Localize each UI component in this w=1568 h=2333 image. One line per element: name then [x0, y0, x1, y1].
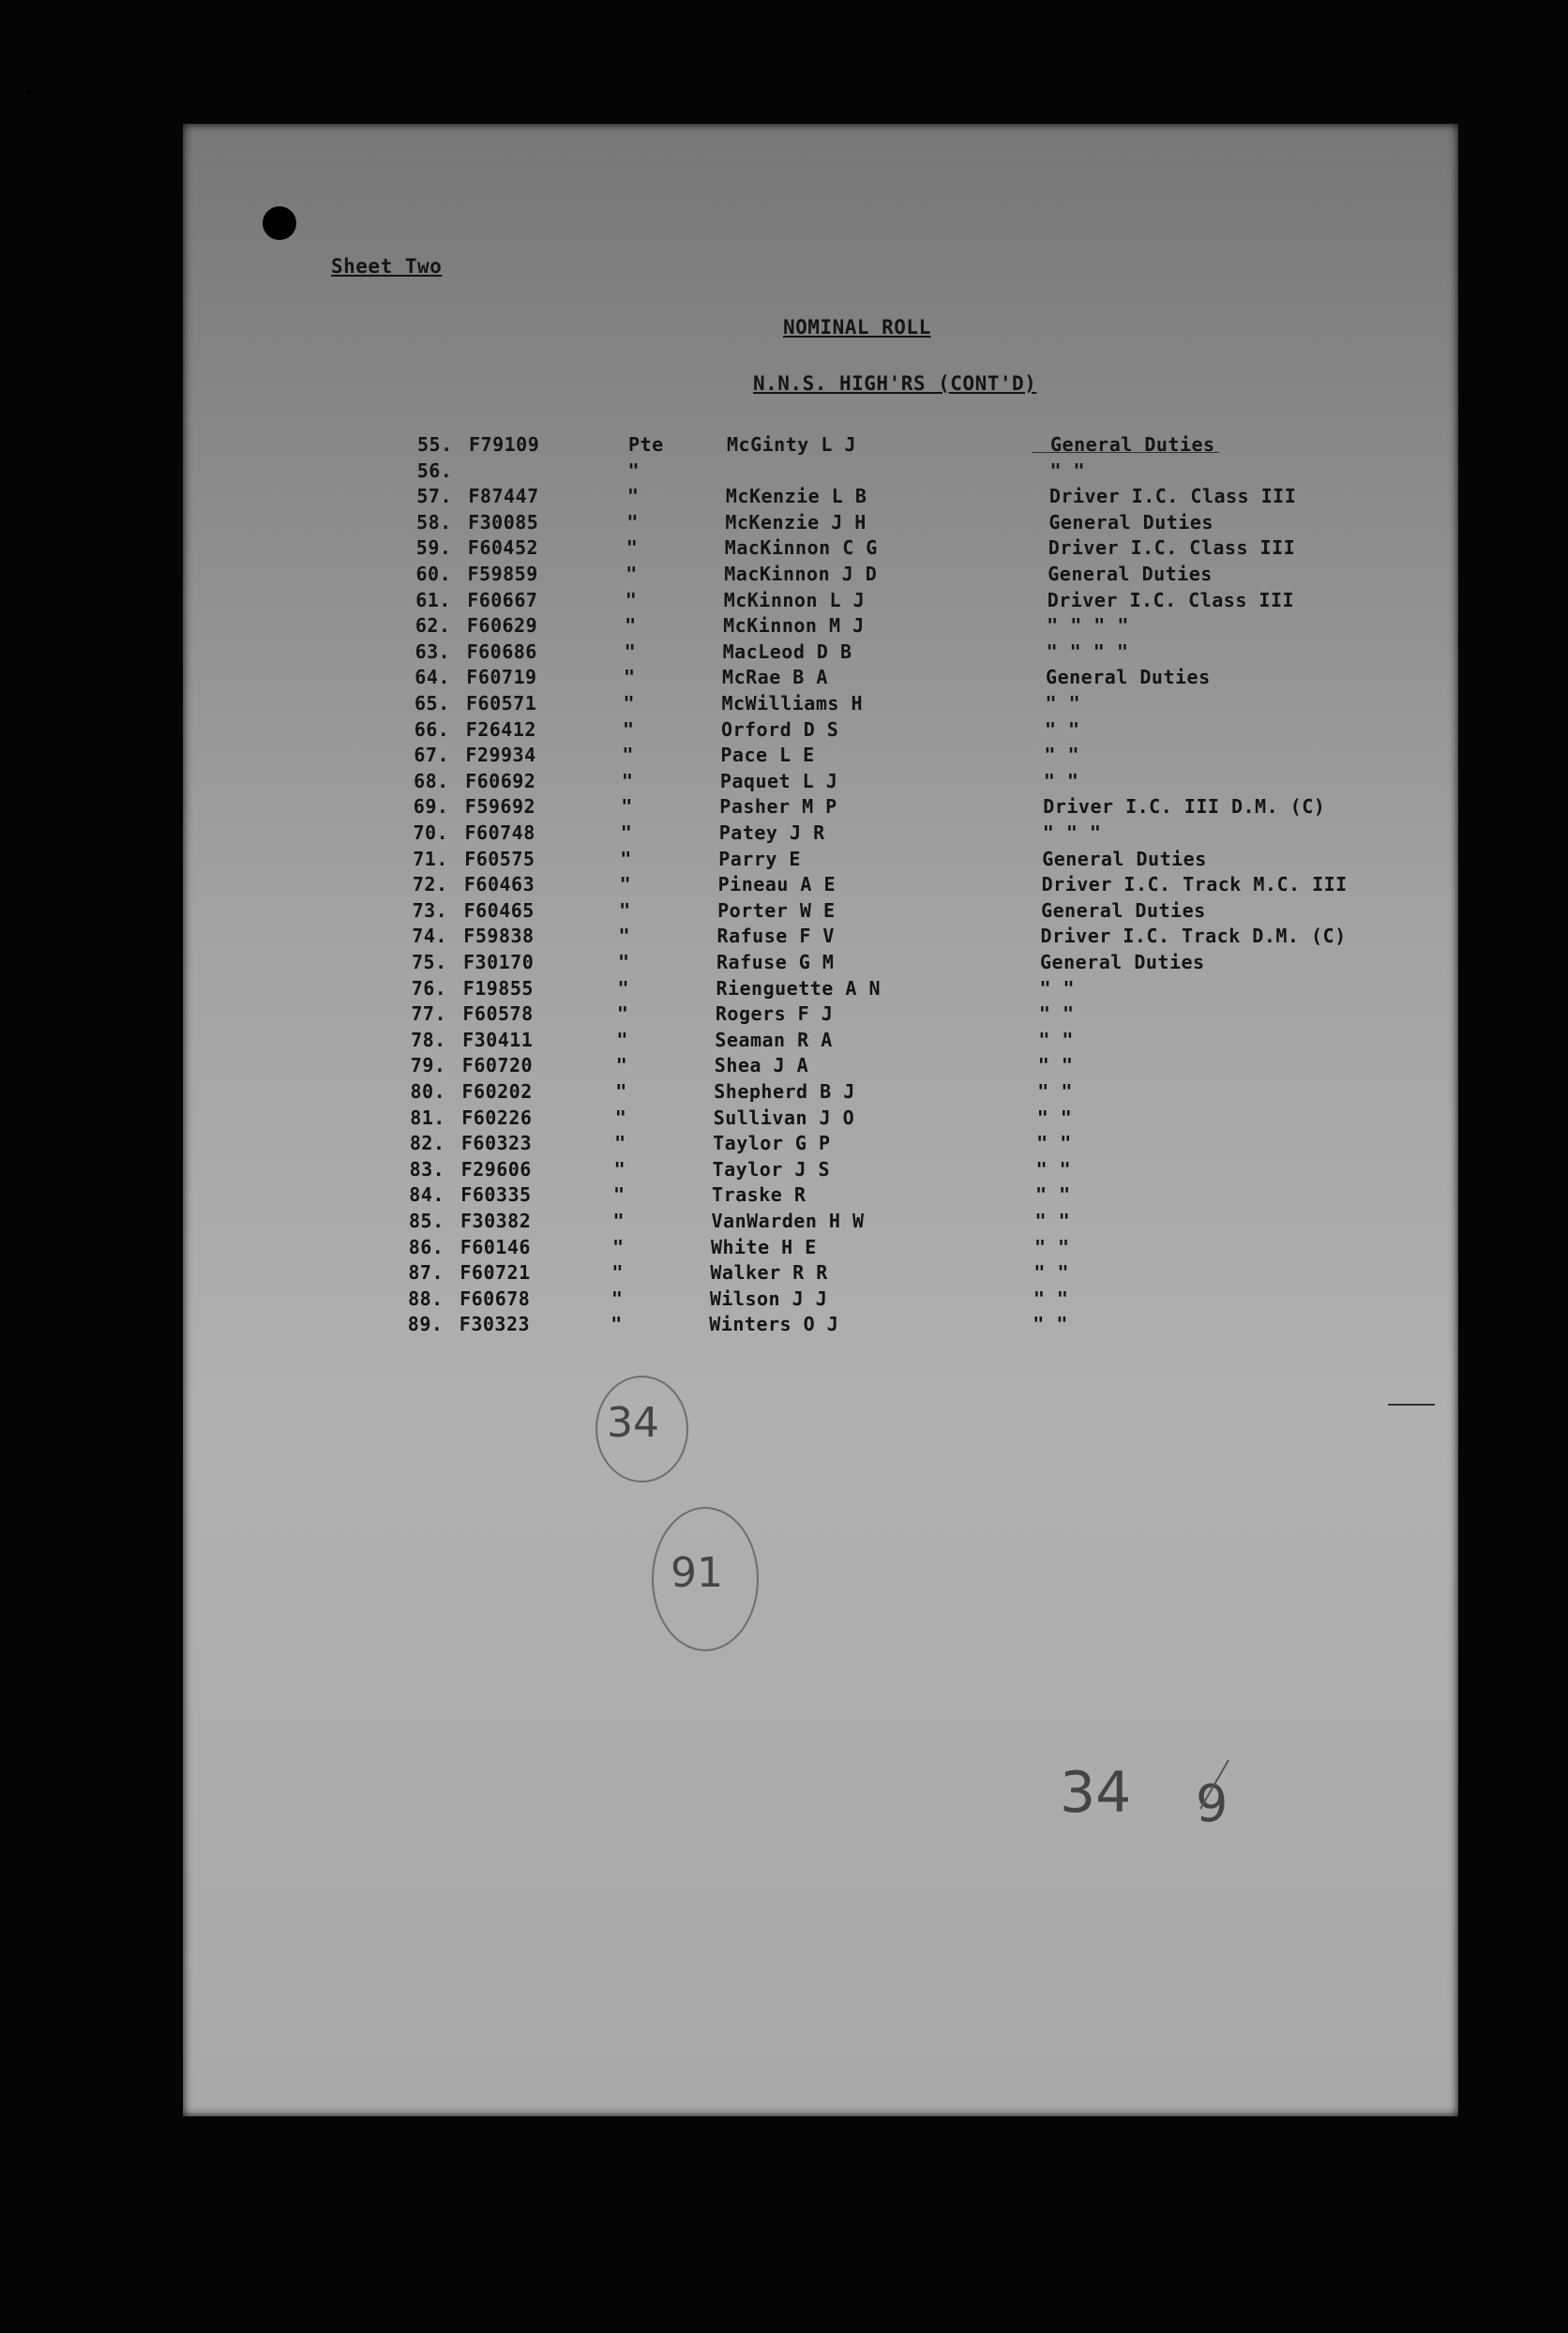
service-number: F87447 [468, 485, 539, 508]
soldier-name: Winters O J [709, 1313, 839, 1336]
row-number: 86. [408, 1235, 445, 1258]
service-number: F60692 [465, 769, 536, 792]
duty-assignment: " " [1033, 1287, 1069, 1310]
duty-assignment: Driver I.C. Track D.M. (C) [1040, 925, 1347, 948]
soldier-name: Rienguette A N [716, 976, 882, 1000]
row-number: 55. [417, 433, 453, 456]
rank: Pte [628, 433, 664, 456]
rank: " [611, 1261, 624, 1285]
duty-assignment: " " [1045, 692, 1081, 715]
row-number: 69. [413, 795, 449, 819]
soldier-name: MacKinnon J D [724, 563, 878, 585]
soldier-name: McKenzie J H [725, 510, 867, 534]
row-number: 82. [409, 1132, 445, 1155]
service-number: F60463 [463, 873, 535, 896]
soldier-name: Orford D S [720, 717, 839, 741]
rank: " [622, 717, 635, 741]
soldier-name: Parry E [718, 847, 801, 870]
soldier-name: McWilliams H [721, 692, 863, 715]
soldier-name: Walker R R [710, 1261, 828, 1285]
row-number: 80. [410, 1080, 446, 1103]
rank: " [618, 951, 630, 973]
row-number: 77. [411, 1002, 447, 1026]
rank: " [621, 795, 633, 819]
document-page [183, 124, 1458, 2116]
duty-assignment: Driver I.C. Track M.C. III [1041, 873, 1348, 896]
rank: " [625, 614, 637, 638]
corner-mark [26, 89, 32, 95]
row-number: 71. [413, 847, 448, 870]
rank: " [625, 588, 638, 611]
rank: " [618, 925, 631, 948]
rank: " [624, 640, 637, 663]
soldier-name: MacKinnon C G [724, 536, 878, 560]
soldier-name: Seaman R A [715, 1028, 833, 1051]
row-number: 78. [411, 1028, 446, 1051]
duty-assignment: " " [1034, 1210, 1071, 1232]
service-number: F60571 [466, 692, 537, 715]
duty-assignment: " " [1033, 1261, 1070, 1285]
duty-assignment: Driver I.C. III D.M. (C) [1043, 795, 1326, 819]
soldier-name: Taylor J S [712, 1157, 831, 1181]
soldier-name: Porter W E [717, 898, 836, 922]
service-number: F59692 [464, 795, 536, 819]
duty-assignment: Driver I.C. Class III [1047, 588, 1295, 611]
duty-assignment: " " [1038, 1028, 1074, 1051]
rank: " [627, 459, 640, 482]
service-number: F60575 [464, 847, 535, 870]
service-number: F30382 [460, 1210, 532, 1232]
row-number: 83. [409, 1157, 445, 1181]
row-number: 68. [414, 769, 449, 792]
duty-assignment: General Duties [1048, 563, 1213, 585]
duty-assignment: " " [1039, 976, 1076, 1000]
soldier-name: VanWarden H W [711, 1210, 865, 1232]
row-number: 84. [409, 1183, 445, 1207]
rank: " [611, 1313, 623, 1336]
row-number: 73. [412, 898, 448, 922]
service-number: F29934 [465, 744, 536, 767]
service-number: F30411 [462, 1028, 534, 1051]
service-number: F60226 [461, 1106, 533, 1129]
soldier-name: Wilson J J [709, 1287, 828, 1310]
soldier-name: Pasher M P [719, 795, 837, 819]
soldier-name: Pineau A E [717, 873, 837, 896]
duty-assignment: " " [1033, 1313, 1068, 1336]
soldier-name: McRae B A [722, 666, 828, 689]
duty-assignment: General Duties [1048, 510, 1214, 534]
rank: " [616, 1028, 628, 1051]
row-number: 88. [408, 1287, 444, 1310]
service-number: F60146 [460, 1235, 531, 1258]
rank: " [614, 1132, 626, 1155]
rank: " [623, 692, 636, 715]
row-number: 79. [410, 1054, 446, 1077]
handwritten-number: 34 [607, 1399, 659, 1447]
rank: " [626, 485, 640, 508]
row-number: 61. [415, 588, 451, 611]
duty-assignment: " " [1044, 717, 1080, 741]
row-number: 81. [410, 1106, 445, 1129]
rank: " [613, 1157, 626, 1181]
rank: " [612, 1210, 626, 1232]
soldier-name: Rafuse G M [716, 951, 835, 973]
duty-assignment: " " [1037, 1080, 1073, 1103]
soldier-name: Rafuse F V [716, 925, 835, 948]
service-number: F60202 [461, 1080, 533, 1103]
duty-assignment: " " [1036, 1132, 1072, 1155]
rank: " [626, 536, 639, 560]
service-number: F60678 [460, 1287, 531, 1310]
row-number: 62. [415, 614, 451, 638]
duty-assignment: " " [1037, 1054, 1074, 1077]
rank: " [619, 898, 631, 922]
soldier-name: Paquet L J [719, 769, 838, 792]
rank: " [626, 510, 639, 534]
row-number: 64. [415, 666, 450, 689]
rank: " [613, 1183, 626, 1207]
rank: " [620, 847, 632, 870]
service-number: F60720 [461, 1054, 534, 1077]
duty-assignment: " " [1038, 1002, 1075, 1026]
service-number: F26412 [465, 717, 536, 741]
service-number: F60719 [466, 666, 537, 689]
soldier-name: MacLeod D B [722, 640, 852, 663]
row-number: 66. [414, 717, 450, 741]
duty-assignment: " " " [1042, 821, 1102, 844]
rank: " [617, 976, 629, 1000]
document-title: NOMINAL ROLL [783, 316, 931, 339]
service-number: F60465 [463, 898, 535, 922]
service-number: F60667 [467, 588, 538, 611]
row-number: 72. [412, 873, 448, 896]
rule-line [1388, 1404, 1435, 1406]
soldier-name: Shea J A [714, 1054, 809, 1077]
rank: " [624, 666, 636, 689]
row-number: 57. [416, 485, 453, 508]
rank: " [619, 873, 632, 896]
handwritten-note: 34 [1060, 1760, 1132, 1826]
service-number: F60629 [466, 614, 538, 638]
service-number: F19855 [462, 976, 534, 1000]
row-number: 89. [407, 1313, 444, 1336]
duty-assignment: " " " " [1046, 640, 1129, 663]
duty-assignment: " " [1043, 769, 1079, 792]
duty-assignment: " " [1035, 1157, 1072, 1181]
service-number: F30323 [459, 1313, 531, 1336]
row-number: 74. [412, 925, 447, 948]
duty-assignment: Driver I.C. Class III [1048, 485, 1297, 508]
duty-assignment: Driver I.C. Class III [1048, 536, 1296, 560]
service-number: F60686 [466, 640, 537, 663]
punch-hole [263, 206, 296, 240]
service-number: F60748 [464, 821, 535, 844]
soldier-name: McGinty L J [727, 433, 856, 456]
row-number: 60. [415, 563, 452, 585]
rank: " [620, 821, 633, 844]
soldier-name: McKenzie L B [725, 485, 867, 508]
sheet-label: Sheet Two [331, 255, 443, 278]
service-number: F60452 [467, 536, 539, 560]
duty-assignment: General Duties [1046, 666, 1211, 689]
soldier-name: Sullivan J O [713, 1106, 855, 1129]
rank: " [611, 1235, 625, 1258]
row-number: 70. [413, 821, 449, 844]
duty-assignment: " " " " [1047, 614, 1129, 638]
duty-assignment: " " [1044, 744, 1080, 767]
soldier-name: Taylor G P [713, 1132, 831, 1155]
rank: " [611, 1287, 624, 1310]
service-number: F79109 [469, 433, 540, 456]
duty-assignment: General Duties [1050, 433, 1215, 456]
rank: " [615, 1054, 628, 1077]
soldier-name: Rogers F J [715, 1002, 834, 1026]
soldier-name: Traske R [712, 1183, 807, 1207]
rank: " [616, 1002, 629, 1026]
soldier-name: McKinnon M J [723, 614, 865, 638]
soldier-name: Shepherd B J [714, 1080, 855, 1103]
row-number: 63. [415, 640, 451, 663]
service-number: F60578 [462, 1002, 534, 1026]
handwritten-fraction: 9 [1196, 1774, 1229, 1833]
service-number: F60335 [460, 1183, 532, 1207]
duty-assignment: " " [1036, 1106, 1073, 1129]
soldier-name: Pace L E [720, 744, 815, 767]
row-number: 87. [408, 1261, 445, 1285]
rank: " [614, 1106, 627, 1129]
duty-assignment: " " [1033, 1235, 1070, 1258]
soldier-name: Patey J R [718, 821, 825, 844]
row-number: 75. [412, 951, 447, 973]
row-number: 59. [415, 536, 452, 560]
service-number: F30085 [468, 510, 539, 534]
row-number: 85. [409, 1210, 445, 1232]
duty-assignment: General Duties [1040, 951, 1205, 973]
service-number: F59859 [467, 563, 538, 585]
service-number: F59838 [463, 925, 535, 948]
document-subtitle: N.N.S. HIGH'RS (CONT'D) [753, 372, 1037, 395]
row-number: 56. [416, 459, 453, 482]
row-number: 58. [416, 510, 452, 534]
rank: " [621, 769, 634, 792]
service-number: F60721 [460, 1261, 531, 1285]
row-number: 65. [415, 692, 450, 715]
row-number: 67. [414, 744, 450, 767]
rank: " [626, 563, 638, 585]
handwritten-number: 91 [671, 1549, 723, 1597]
service-number: F60323 [460, 1132, 533, 1155]
duty-assignment: General Duties [1042, 847, 1207, 870]
duty-assignment: " " [1035, 1183, 1071, 1207]
soldier-name: White H E [710, 1235, 817, 1258]
soldier-name: McKinnon L J [723, 588, 866, 611]
row-number: 76. [411, 976, 447, 1000]
duty-assignment: General Duties [1041, 898, 1206, 922]
service-number: F30170 [463, 951, 535, 973]
duty-assignment: " " [1049, 459, 1086, 482]
rank: " [622, 744, 634, 767]
service-number: F29606 [460, 1157, 532, 1181]
rank: " [615, 1080, 627, 1103]
